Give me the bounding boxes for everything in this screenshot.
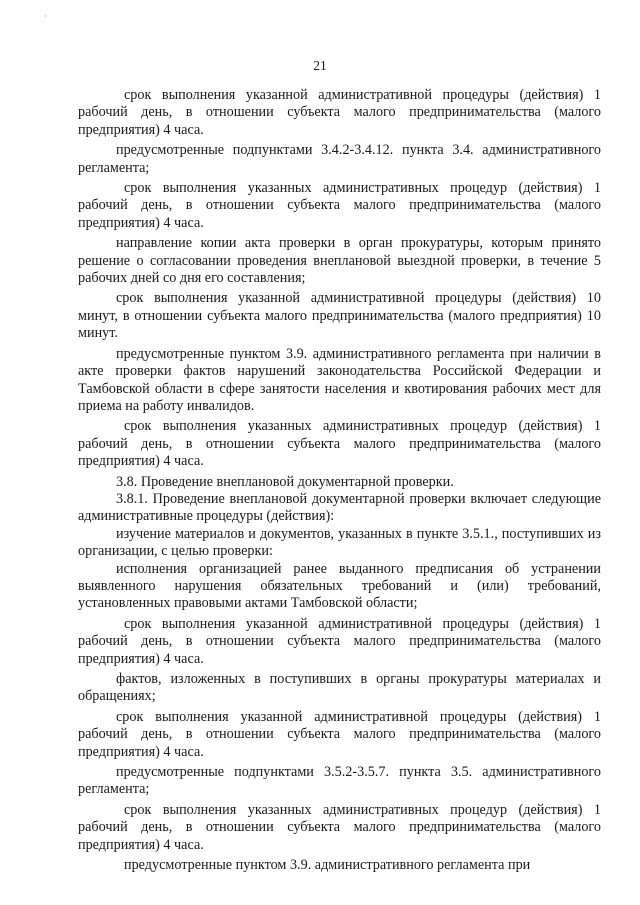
paragraph: предусмотренные подпунктами 3.5.2-3.5.7. пункта 3.5. административного регламента; [78, 764, 601, 798]
body-text [78, 87, 601, 874]
paragraph: предусмотренные пунктом 3.9. административного регламента при наличии в акте проверки фактов нарушений законодательства Российской Федерации и Тамбовской области в сфере занятости населения и квотирования рабочих мест для приема на работу инвалидов. [78, 345, 601, 414]
paragraph: фактов, изложенных в поступивших в органы прокуратуры материалах и обращениях; [78, 671, 601, 705]
paragraph: срок выполнения указанных административных процедур (действия) 1 рабочий день, в отношении субъекта малого предпринимательства (малого предприятия) 4 часа. [78, 801, 601, 853]
scan-mark: · [44, 12, 47, 21]
paragraph: срок выполнения указанных административных процедур (действия) 1 рабочий день, в отношении субъекта малого предпринимательства (малого предприятия) 4 часа. [78, 418, 601, 470]
paragraph: срок выполнения указанной административной процедуры (действия) 1 рабочий день, в отношении субъекта малого предпринимательства (малого предприятия) 4 часа. [78, 615, 601, 667]
paragraph: изучение материалов и документов, указанных в пункте 3.5.1., поступивших из организации, с целью проверки: [78, 525, 601, 560]
page-number: 21 [313, 58, 327, 73]
paragraph: срок выполнения указанных административных процедур (действия) 1 рабочий день, в отношении субъекта малого предпринимательства (малого предприятия) 4 часа. [78, 180, 601, 231]
section-heading: 3.8. Проведение внеплановой документарной проверки. [116, 473, 454, 490]
paragraph: 3.8.1. Проведение внеплановой документарной проверки включает следующие административные процедуры (действия): [78, 490, 601, 525]
paragraph: срок выполнения указанной административной процедуры (действия) 1 рабочий день, в отношении субъекта малого предпринимательства (малого предприятия) 4 часа. [78, 708, 601, 760]
paragraph: направление копии акта проверки в орган прокуратуры, которым принято решение о согласовании проведения внеплановой выездной проверки, в течение 5 рабочих дней со дня его составления; [78, 235, 601, 287]
paragraph: исполнения организацией ранее выданного предписания об устранении выявленного нарушения обязательных требований и (или) требований, установленных правовыми актами Тамбовской области; [78, 560, 601, 612]
paragraph: срок выполнения указанной административной процедуры (действия) 1 рабочий день, в отношении субъекта малого предпринимательства (малого предприятия) 4 часа. [78, 87, 601, 138]
paragraph: срок выполнения указанной административной процедуры (действия) 10 минут, в отношении субъекта малого предпринимательства (малого предприятия) 10 минут. [78, 290, 601, 342]
paragraph: предусмотренные пунктом 3.9. административного регламента при [124, 857, 531, 874]
paragraph: предусмотренные подпунктами 3.4.2-3.4.12. пункта 3.4. административного регламента; [78, 142, 601, 176]
